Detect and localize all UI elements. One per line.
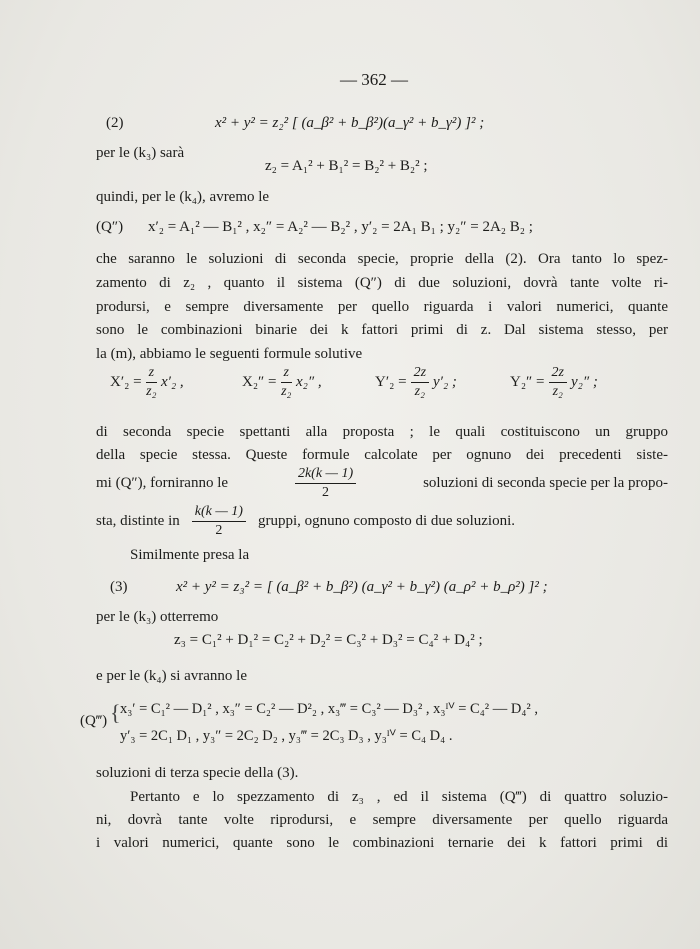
equation-3-label: (3) — [110, 579, 128, 595]
equation-2: x² + y² = z₂² [ (a_β² + b_β²)(a_γ² + b_γ²) ]² ; — [215, 115, 485, 131]
equation-Q3-label: (Q‴) — [80, 713, 108, 729]
formula-lhs: X′₂ = — [110, 373, 142, 390]
equation-3: x² + y² = z₃² = [ (a_β² + b_β²) (a_γ² + b_γ²) (a_ρ² + b_ρ²) ]² ; — [176, 579, 548, 595]
text: gruppi, ognuno composto di due soluzioni. — [257, 513, 516, 529]
formula-lhs: Y′₂ = — [375, 373, 407, 390]
text-line: soluzioni di terza specie della (3). — [96, 765, 299, 781]
paragraph-line: zamento di z₂ , quanto il sistema (Q″) di due soluzioni, dovrà tante volte ri- — [96, 275, 668, 291]
formula-rhs: x₂″ , — [295, 373, 322, 390]
numerator: z — [281, 364, 292, 383]
fraction — [411, 364, 429, 401]
equation-Q2-label: (Q″) — [96, 219, 124, 235]
text: mi (Q″), forniranno le — [96, 475, 229, 491]
equation-Q3-row1: x₃′ = C₁² — D₁² , x₃″ = C₂² — D²₂ , x₃‴ = C₃² — D₃² , x₃ᴵⱽ = C₄² — D₄² , — [120, 701, 538, 717]
formula-rhs: y₂″ ; — [570, 373, 598, 390]
text-line: quindi, per le (k₄), avremo le — [96, 189, 270, 205]
paragraph-line: della specie stessa. Queste formule calcolate per ognuno dei precedenti siste- — [96, 447, 668, 463]
text-line-with-fraction — [96, 465, 668, 502]
numerator: 2z — [411, 364, 429, 383]
formula-Y2 — [510, 364, 598, 401]
formula-lhs: Y₂″ = — [510, 373, 545, 390]
paragraph-line: i valori numerici, quante sono le combinazioni ternarie dei k fattori primi di — [96, 835, 668, 851]
formula-lhs: X₂″ = — [242, 373, 277, 390]
paragraph-line: Pertanto e lo spezzamento di z₃ , ed il sistema (Q‴) di quattro soluzio- — [130, 789, 668, 805]
fraction — [281, 364, 292, 401]
paragraph-line: che saranno le soluzioni di seconda specie, proprie della (2). Ora tanto lo spez- — [96, 251, 668, 267]
fraction — [549, 364, 567, 401]
formula-X1 — [110, 364, 184, 401]
equation-z2: z₂ = A₁² + B₁² = B₂² + B₂² ; — [265, 158, 428, 174]
fraction — [192, 503, 246, 540]
equation-z3: z₃ = C₁² + D₁² = C₂² + D₂² = C₃² + D₃² = C₄² + D₄² ; — [174, 632, 483, 648]
denominator: z₂ — [146, 384, 157, 399]
denominator: z₂ — [281, 384, 292, 399]
text: soluzioni di seconda specie per la propo- — [423, 475, 668, 491]
text: sta, distinte in — [96, 513, 180, 529]
equation-2-label: (2) — [106, 115, 124, 131]
text-line: e per le (k₄) si avranno le — [96, 668, 247, 684]
paragraph-line: di seconda specie spettanti alla proposta ; le quali costituiscono un gruppo — [96, 424, 668, 440]
text-line-with-fraction — [96, 503, 515, 540]
formula-rhs: x′₂ , — [161, 373, 184, 390]
formula-X2 — [242, 364, 322, 401]
numerator: z — [146, 364, 157, 383]
paragraph-line: ni, dovrà tante volte riprodursi, e sempre diversamente per quello riguarda — [96, 812, 668, 828]
numerator: 2z — [549, 364, 567, 383]
equation-Q3-row2: y′₃ = 2C₁ D₁ , y₃″ = 2C₂ D₂ , y₃‴ = 2C₃ D₃ , y₃ᴵⱽ = C₄ D₄ . — [120, 728, 453, 744]
equation-Q2: x′₂ = A₁² — B₁² , x₂″ = A₂² — B₂² , y′₂ = 2A₁ B₁ ; y₂″ = 2A₂ B₂ ; — [148, 219, 533, 235]
fraction — [295, 465, 356, 502]
text-line: per le (k₃) otterremo — [96, 609, 219, 625]
paragraph-line: sono le combinazioni binarie dei k fattori primi di z. Dal sistema stesso, per — [96, 322, 668, 338]
formula-Y1 — [375, 364, 457, 401]
paragraph-line: la (m), abbiamo le seguenti formule solutive — [96, 346, 363, 362]
denominator: z₂ — [552, 384, 563, 399]
brace: { — [110, 700, 121, 725]
denominator: 2 — [322, 485, 330, 500]
formula-rhs: y′₂ ; — [433, 373, 457, 390]
paragraph-line: prodursi, e sempre diversamente per quello riguarda i valori numerici, quante — [96, 299, 668, 315]
denominator: 2 — [215, 523, 223, 538]
numerator: 2k(k — 1) — [295, 465, 356, 484]
numerator: k(k — 1) — [192, 503, 246, 522]
denominator: z₂ — [414, 384, 425, 399]
page-number: — 362 — — [340, 70, 408, 89]
text-line: per le (k₃) sarà — [96, 145, 185, 161]
text-line: Similmente presa la — [130, 547, 250, 563]
fraction — [146, 364, 157, 401]
